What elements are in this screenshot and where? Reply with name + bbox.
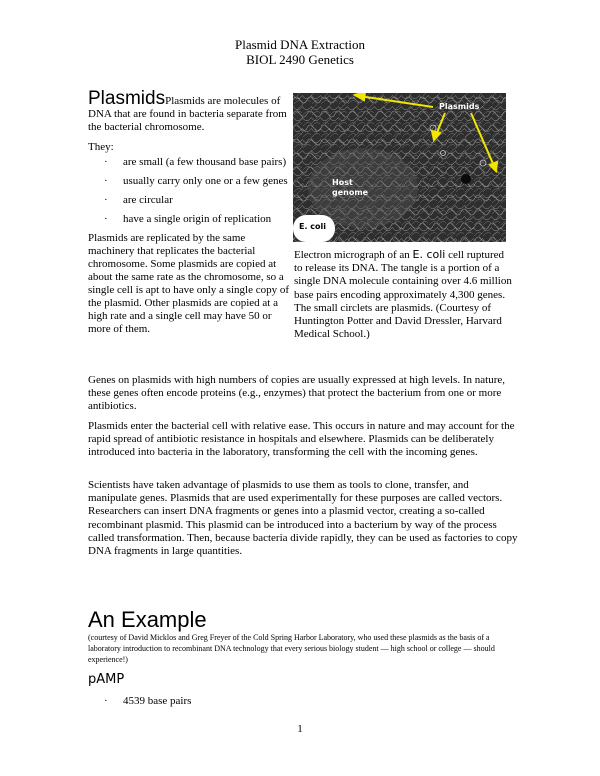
- caption-species: E. coli: [412, 248, 446, 261]
- list-item-text: are small (a few thousand base pairs): [123, 156, 287, 168]
- list-item: [88, 156, 293, 169]
- caption-text-end: cell ruptured to release its DNA. The tangle is a portion of a single DNA molecule containing over 4.6 million base pairs encoding approximately 4,300 genes. The small circlets are plasmids. (Courtesy of Huntington Potter and David Dressler, Harvard Medical School.): [294, 249, 512, 341]
- list-item: [88, 194, 293, 207]
- paragraph-vectors: Scientists have taken advantage of plasmids to use them as tools to clone, transfer, and manipulate genes. Plasmids that are used experimentally for these purposes are called vectors. Researchers can insert DNA fragments or genes into a plasmid vector, creating a so-called recombinant plasmid. This plasmid can be introduced into a bacterium by way of the process called transformation. Then, because bacteria divide rapidly, they can be used as factories to copy DNA fragments in large quantities.: [88, 479, 518, 558]
- plasmid-properties-list: [88, 156, 293, 226]
- electron-micrograph: [293, 93, 506, 242]
- bullet-glyph: ·: [104, 175, 108, 187]
- document-header: [0, 37, 600, 67]
- page-number: 1: [297, 723, 303, 735]
- list-item-text: are circular: [123, 194, 173, 206]
- they-label: They:: [88, 141, 114, 153]
- section-heading-example: An Example: [88, 607, 207, 632]
- intro-text: Plasmids are molecules of DNA that are found in bacteria separate from the bacterial chromosome.: [88, 95, 287, 133]
- list-item-text: 4539 base pairs: [123, 695, 192, 707]
- caption-text-start: Electron micrograph of an: [294, 249, 410, 261]
- figure-caption: [294, 248, 512, 341]
- paragraph-gene-expression: Genes on plasmids with high numbers of copies are usually expressed at high levels. In nature, these genes often encode proteins (e.g., enzymes) that protect the bacterium from one or more antibiotics.: [88, 374, 505, 413]
- ecoli-label: E. coli: [299, 222, 327, 231]
- list-item: [88, 213, 293, 226]
- intro-column: [88, 88, 293, 336]
- section-heading-plasmids: Plasmids: [88, 88, 166, 109]
- list-item-text: have a single origin of replication: [123, 213, 272, 225]
- course-name: BIOL 2490 Genetics: [246, 52, 354, 67]
- host-genome-label-line1: Host: [332, 178, 353, 187]
- micrograph-image: [293, 93, 506, 242]
- list-item-text: usually carry only one or a few genes: [123, 175, 288, 187]
- paragraph-plasmid-entry: Plasmids enter the bacterial cell with relative ease. This occurs in nature and may account for the rapid spread of antibiotic resistance in hospitals and elsewhere. Plasmids can be deliberately introduced into bacteria in the laboratory, transforming the cell with the incoming genes.: [88, 420, 515, 459]
- list-item: [104, 695, 191, 707]
- intro-paragraph: [88, 88, 293, 134]
- example-credit: (courtesy of David Micklos and Greg Freyer of the Cold Spring Harbor Laboratory, who used these plasmids as the basis of a laboratory introduction to recombinant DNA technology that every serious biology student — high school or college — should experience!): [88, 633, 495, 664]
- document-title: Plasmid DNA Extraction: [235, 37, 365, 52]
- bullet-glyph: ·: [104, 194, 108, 206]
- bullet-glyph: ·: [104, 695, 108, 707]
- bullet-glyph: ·: [104, 156, 108, 168]
- list-item: [88, 175, 293, 188]
- subheading-pamp: pAMP: [88, 672, 125, 687]
- host-genome-label-line2: genome: [332, 188, 369, 197]
- bullet-glyph: ·: [104, 213, 108, 225]
- plasmids-label: Plasmids: [439, 102, 480, 111]
- replication-paragraph: Plasmids are replicated by the same machinery that replicates the bacterial chromosome. Some plasmids are copied at about the same rate as the chromosome, so a single cell is apt to have only a single copy of the plasmid. Other plasmids are copied at a high rate and a single cell may have 50 or more of them.: [88, 232, 290, 335]
